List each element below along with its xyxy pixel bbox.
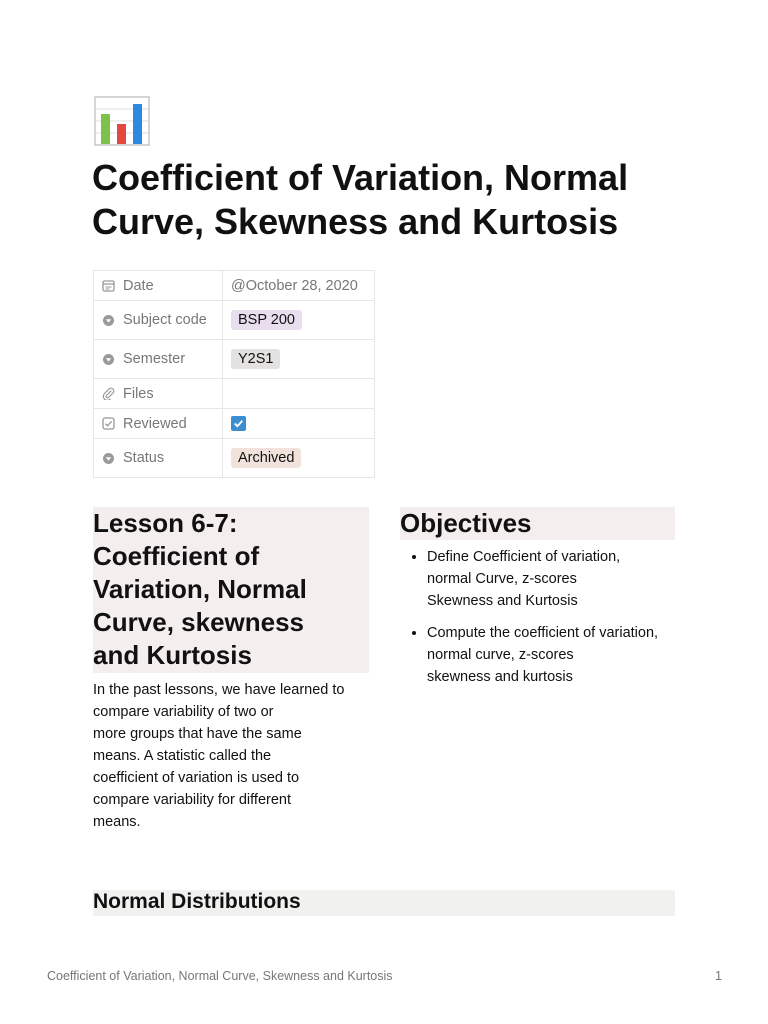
objective-line: • Compute the coefficient of variation,	[427, 625, 659, 641]
page-title-line-1: Coefficient of Variation, Normal	[92, 157, 629, 198]
paragraph-line: compare variability of two or	[93, 704, 274, 720]
objectives-list	[400, 546, 675, 688]
lesson-heading-line: Variation, Normal	[93, 574, 307, 604]
property-label-subject-code: Subject code	[123, 312, 207, 328]
property-row-semester	[94, 340, 375, 379]
select-icon	[102, 353, 115, 366]
date-value[interactable]: @October 28, 2020	[231, 277, 358, 294]
property-label-date: Date	[123, 277, 154, 294]
objective-line: normal Curve, z-scores	[427, 571, 577, 587]
objective-item	[427, 622, 675, 688]
paragraph-line: compare variability for different	[93, 792, 291, 808]
page-title-line-2: Curve, Skewness and Kurtosis	[92, 201, 619, 242]
select-icon	[102, 452, 115, 465]
lesson-heading-line: Coefficient of	[93, 541, 260, 571]
lesson-paragraph	[93, 679, 369, 833]
properties-table	[93, 270, 375, 478]
lesson-heading-line: and Kurtosis	[93, 640, 252, 670]
property-row-date	[94, 271, 375, 301]
semester-tag[interactable]: Y2S1	[231, 349, 280, 369]
property-label-files: Files	[123, 385, 154, 402]
status-tag[interactable]: Archived	[231, 448, 301, 468]
subject-code-tag[interactable]: BSP 200	[231, 310, 302, 330]
paragraph-line: coefficient of variation is used to	[93, 770, 300, 786]
paperclip-icon	[102, 387, 115, 400]
lesson-column	[93, 507, 369, 833]
property-row-reviewed	[94, 409, 375, 439]
property-row-status	[94, 439, 375, 478]
objectives-column	[400, 507, 675, 698]
lesson-heading-line: Curve, skewness	[93, 607, 305, 637]
objective-item	[427, 546, 675, 612]
paragraph-line: more groups that have the same	[93, 726, 302, 742]
select-icon	[102, 314, 115, 327]
page-title	[92, 156, 692, 244]
property-label-semester: Semester	[123, 351, 186, 367]
footer-page-number: 1	[715, 969, 722, 983]
checkbox-icon	[102, 417, 115, 430]
paragraph-line: means.	[93, 814, 141, 830]
paragraph-line: In the past lessons, we have learned to	[93, 682, 345, 698]
objective-line: skewness and kurtosis	[427, 669, 573, 685]
lesson-heading	[93, 507, 369, 673]
lesson-heading-line: Lesson 6-7:	[93, 508, 238, 538]
property-row-subject-code	[94, 301, 375, 340]
objectives-heading: Objectives	[400, 507, 675, 540]
objective-line: Skewness and Kurtosis	[427, 593, 578, 609]
objective-line: • Define Coefficient of variation,	[427, 549, 621, 565]
property-label-status: Status	[123, 450, 165, 466]
paragraph-line: means. A statistic called the	[93, 748, 272, 764]
objective-line: normal curve, z-scores	[427, 647, 574, 663]
files-value[interactable]	[223, 379, 375, 409]
calendar-icon	[102, 279, 115, 292]
normal-distributions-heading: Normal Distributions	[93, 890, 675, 916]
property-row-files	[94, 379, 375, 409]
bar-chart-icon	[94, 96, 150, 146]
checkmark-icon	[233, 418, 244, 429]
property-label-reviewed: Reviewed	[123, 415, 187, 432]
reviewed-checkbox[interactable]	[231, 416, 246, 431]
footer-title: Coefficient of Variation, Normal Curve, Skewness and Kurtosis	[47, 969, 393, 983]
